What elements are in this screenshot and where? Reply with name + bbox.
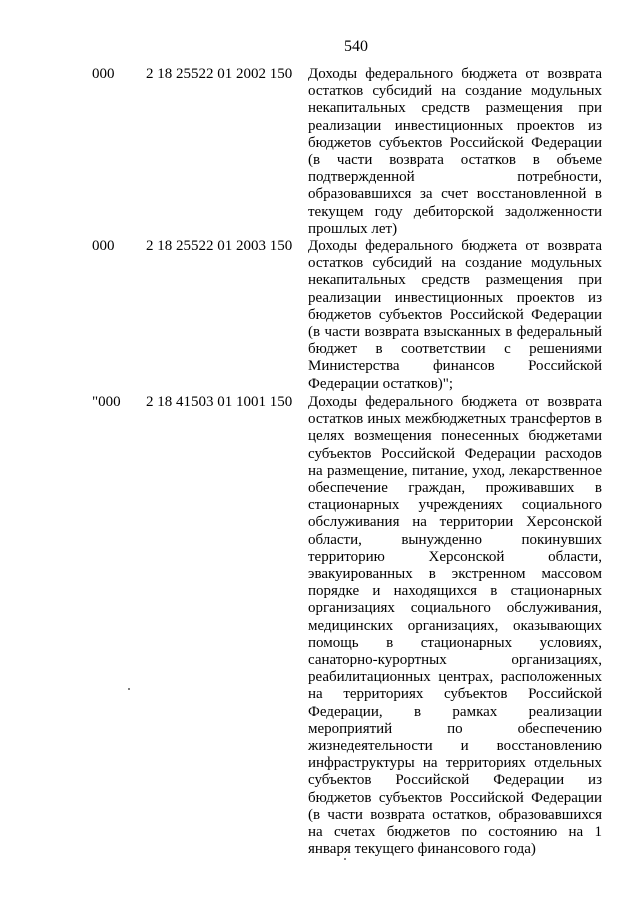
revenue-description: Доходы федерального бюджета от возврата остатков иных межбюджетных трансфертов в целях возмещения понесенных бюджетами субъектов Российской Федерации расходов на размещение, питание, уход, лекарственное обеспечение граждан, проживавших в стационарных учреждениях социального обслуживания на территории Херсонской области, вынужденно покинувших территорию Херсонской области, эвакуированных в экстренном массовом порядке и находящихся в стационарных организациях социального обслуживания, медицинских организациях, оказывающих помощь в стационарных условиях, санаторно-курортных организациях, реабилитационных центрах, расположенных на территориях субъектов Российской Федерации, в рамках реализации мероприятий по обеспечению жизнедеятельности и восстановлению инфраструктуры на территориях отдельных субъектов Российской Федерации из бюджетов субъектов Российской Федерации (в части возврата остатков, образовавшихся на счетах бюджетов по состоянию на 1 января текущего финансового года)	[308, 394, 602, 858]
admin-code: "000	[92, 394, 121, 410]
revenue-description: Доходы федерального бюджета от возврата остатков субсидий на создание модульных некапитальных средств размещения при реализации инвестиционных проектов из бюджетов субъектов Российской Федерации (в части возврата остатков в объеме подтвержденной потребности, образовавшихся за счет восстановленной в текущем году дебиторской задолженности прошлых лет)	[308, 66, 602, 237]
page-number: 540	[344, 38, 368, 55]
budget-classification-code: 2 18 25522 01 2002 150	[146, 66, 293, 82]
scan-speck	[128, 688, 130, 690]
revenue-description: Доходы федерального бюджета от возврата остатков субсидий на создание модульных некапитальных средств размещения при реализации инвестиционных проектов из бюджетов субъектов Российской Федерации (в части возврата взысканных в федеральный бюджет в соответствии с решениями Министерства финансов Российской Федерации остатков)";	[308, 238, 602, 392]
admin-code: 000	[92, 238, 115, 254]
scan-speck	[344, 858, 346, 860]
budget-classification-code: 2 18 41503 01 1001 150	[146, 394, 293, 410]
admin-code: 000	[92, 66, 115, 82]
budget-classification-code: 2 18 25522 01 2003 150	[146, 238, 293, 254]
